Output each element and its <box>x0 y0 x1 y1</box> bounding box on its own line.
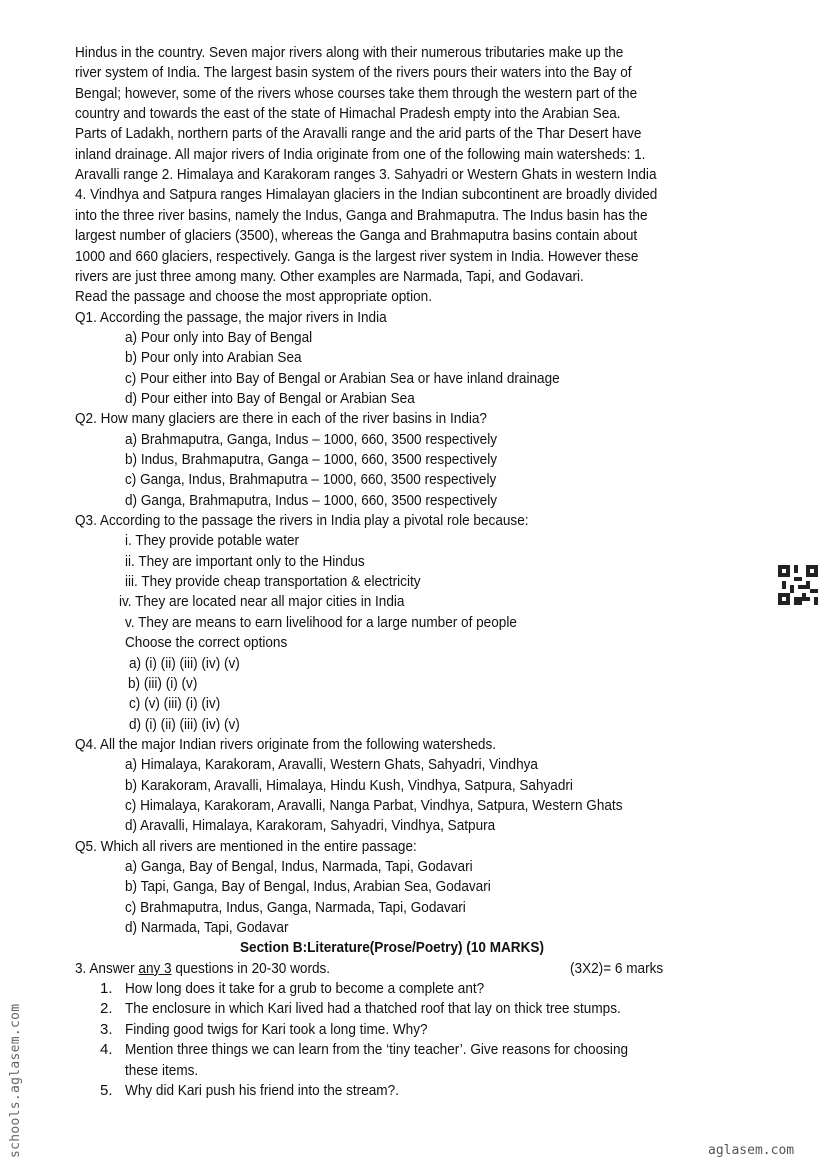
question-text: Q4. All the major Indian rivers originate from the following watersheds. <box>75 735 497 753</box>
answer-option: a) Himalaya, Karakoram, Aravalli, Western Ghats, Sahyadri, Vindhya <box>125 756 538 774</box>
qr-code-icon <box>778 565 818 605</box>
list-item: Why did Kari push his friend into the stream?. <box>125 1081 399 1099</box>
statement-item: v. They are means to earn livelihood for a large number of people <box>125 613 517 631</box>
answer-option: d) (i) (ii) (iii) (iv) (v) <box>129 715 240 733</box>
answer-option: b) Karakoram, Aravalli, Himalaya, Hindu Kush, Vindhya, Satpura, Sahyadri <box>125 776 573 794</box>
list-item: The enclosure in which Kari lived had a thatched roof that lay on thick tree stumps. <box>125 1000 621 1018</box>
instruction-text: Read the passage and choose the most appropriate option. <box>75 288 432 306</box>
marks-label: (3X2)= 6 marks <box>570 959 664 977</box>
answer-option: c) (v) (iii) (i) (iv) <box>129 695 221 713</box>
passage-line: rivers are just three among many. Other examples are Narmada, Tapi, and Godavari. <box>75 267 584 285</box>
answer-option: b) Indus, Brahmaputra, Ganga – 1000, 660, 3500 respectively <box>125 451 498 468</box>
list-number: 1. <box>100 980 113 998</box>
choose-instruction: Choose the correct options <box>125 634 288 652</box>
list-item: Mention three things we can learn from the ‘tiny teacher’. Give reasons for choosing <box>125 1041 629 1059</box>
answer-option: a) (i) (ii) (iii) (iv) (v) <box>129 654 240 672</box>
answer-option: c) Ganga, Indus, Brahmaputra – 1000, 660, 3500 respectively <box>125 471 497 489</box>
statement-item: i. They provide potable water <box>125 532 300 550</box>
answer-option: d) Ganga, Brahmaputra, Indus – 1000, 660, 3500 respectively <box>125 491 498 509</box>
passage-line: largest number of glaciers (3500), whereas the Ganga and Brahmaputra basins contain about <box>75 227 638 245</box>
list-number: 4. <box>100 1041 113 1059</box>
statement-item: iii. They provide cheap transportation & electricity <box>125 573 421 591</box>
section-heading: Section B:Literature(Prose/Poetry) (10 MARKS) <box>240 939 544 957</box>
passage-line: country and towards the east of the state of Himachal Pradesh empty into the Arabian Sea. <box>75 105 621 123</box>
answer-option: c) Himalaya, Karakoram, Aravalli, Nanga Parbat, Vindhya, Satpura, Western Ghats <box>125 796 623 814</box>
question-text-part: questions in 20-30 words. <box>171 959 331 977</box>
answer-option: c) Pour either into Bay of Bengal or Arabian Sea or have inland drainage <box>125 369 560 387</box>
list-item: Finding good twigs for Kari took a long time. Why? <box>125 1020 428 1038</box>
question-text-part: 3. Answer <box>75 959 139 977</box>
answer-option: a) Ganga, Bay of Bengal, Indus, Narmada, Tapi, Godavari <box>125 858 473 875</box>
question-text: Q5. Which all rivers are mentioned in the entire passage: <box>75 837 417 855</box>
side-watermark: schools.aglasem.com <box>8 1003 23 1158</box>
list-item: How long does it take for a grub to become a complete ant? <box>125 980 485 998</box>
answer-option: b) Pour only into Arabian Sea <box>125 349 302 367</box>
footer-watermark: aglasem.com <box>708 1143 795 1158</box>
question-text: Q2. How many glaciers are there in each of the river basins in India? <box>75 410 487 428</box>
question-text: Q3. According to the passage the rivers in India play a pivotal role because: <box>75 512 529 530</box>
passage-line: 1000 and 660 glaciers, respectively. Ganga is the largest river system in India. However these <box>75 247 639 265</box>
passage-line: Aravalli range 2. Himalaya and Karakoram ranges 3. Sahyadri or Western Ghats in western India <box>75 166 657 184</box>
passage-line: 4. Vindhya and Satpura ranges Himalayan glaciers in the Indian subcontinent are broadly divided <box>75 186 658 204</box>
section-b-question <box>75 959 330 979</box>
underlined-text: any 3 <box>138 959 172 977</box>
question-text: Q1. According the passage, the major rivers in India <box>75 308 387 326</box>
passage-line: river system of India. The largest basin system of the rivers pours their waters into the Bay of <box>75 64 632 82</box>
list-item-continuation: these items. <box>125 1061 199 1079</box>
answer-option: b) (iii) (i) (v) <box>128 674 198 692</box>
answer-option: b) Tapi, Ganga, Bay of Bengal, Indus, Arabian Sea, Godavari <box>125 878 491 896</box>
answer-option: d) Narmada, Tapi, Godavar <box>125 919 289 937</box>
answer-option: d) Pour either into Bay of Bengal or Arabian Sea <box>125 389 415 407</box>
answer-option: a) Brahmaputra, Ganga, Indus – 1000, 660, 3500 respectively <box>125 430 498 448</box>
passage-line: Parts of Ladakh, northern parts of the Aravalli range and the arid parts of the Thar Desert have <box>75 125 642 143</box>
list-number: 2. <box>100 1000 113 1018</box>
statement-item: iv. They are located near all major cities in India <box>119 593 405 611</box>
passage-line: Bengal; however, some of the rivers whose courses take them through the western part of the <box>75 84 638 102</box>
list-number: 5. <box>100 1081 113 1099</box>
answer-option: c) Brahmaputra, Indus, Ganga, Narmada, Tapi, Godavari <box>125 898 466 916</box>
passage-line: inland drainage. All major rivers of India originate from one of the following main watersheds: 1. <box>75 145 646 163</box>
answer-option: d) Aravalli, Himalaya, Karakoram, Sahyadri, Vindhya, Satpura <box>125 817 496 835</box>
passage-line: Hindus in the country. Seven major rivers along with their numerous tributaries make up the <box>75 44 624 61</box>
passage-line: into the three river basins, namely the Indus, Ganga and Brahmaputra. The Indus basin has the <box>75 206 648 224</box>
answer-option: a) Pour only into Bay of Bengal <box>125 328 313 346</box>
statement-item: ii. They are important only to the Hindus <box>125 552 365 570</box>
list-number: 3. <box>100 1020 113 1038</box>
